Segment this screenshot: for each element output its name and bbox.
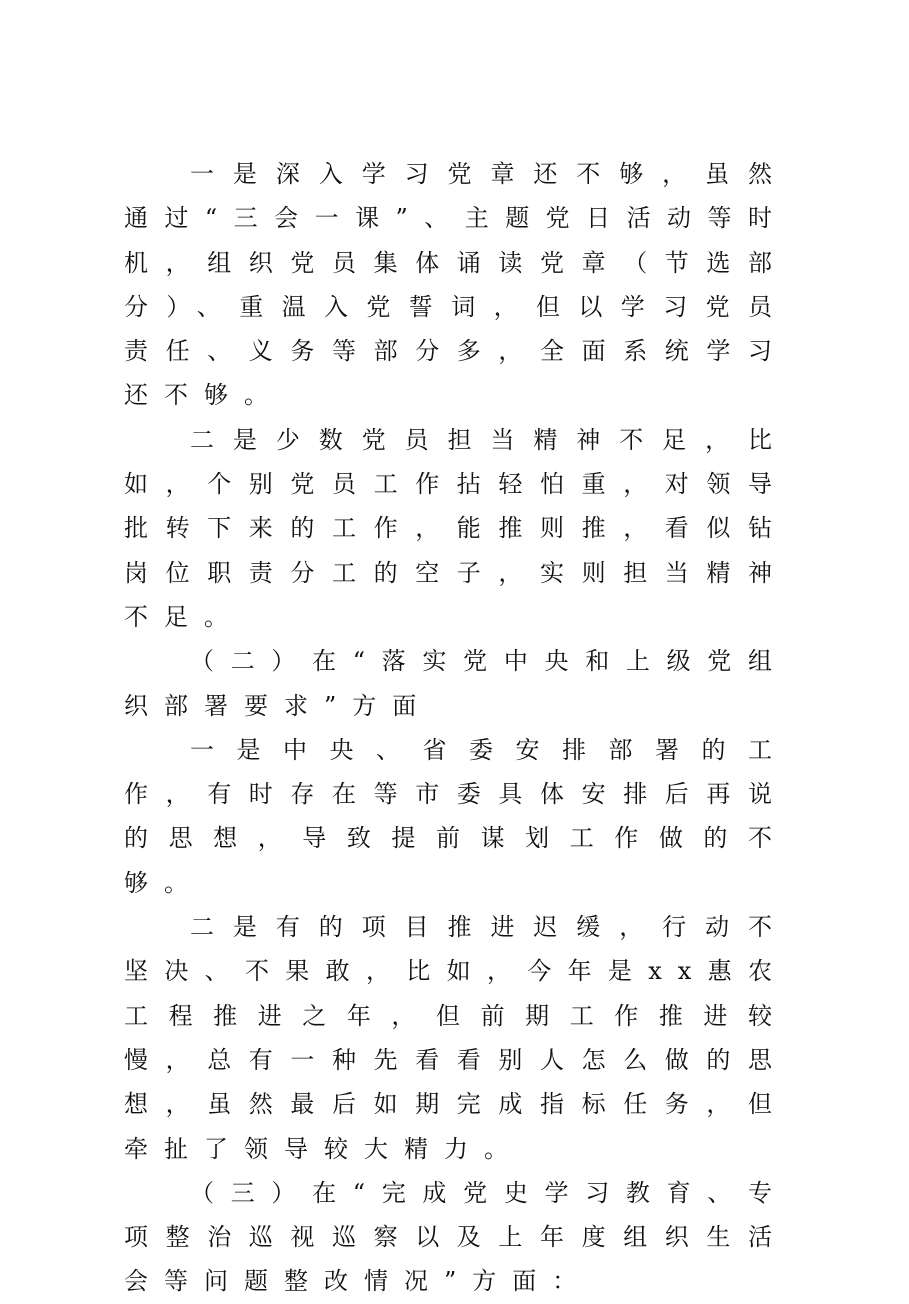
paragraph-responsibility-spirit: 二是少数党员担当精神不足，比如，个别党员工作拈轻怕重，对领导批转下来的工作，能推则推，看似钻岗位职责分工的空子，实则担当精神不足。 [124, 425, 788, 631]
paragraph-study-party-constitution: 一是深入学习党章还不够，虽然通过“三会一课”、主题党日活动等时机，组织党员集体诵读党章（节选部分）、重温入党誓词，但以学习党员责任、义务等部分多，全面系统学习还不够。 [124, 160, 788, 410]
section-heading-2: （二）在“落实党中央和上级党组织部署要求”方面 [124, 647, 788, 720]
paragraph-project-progress: 二是有的项目推进迟缓，行动不坚决、不果敢，比如，今年是xx惠农工程推进之年，但前期工作推进较慢，总有一种先看看别人怎么做的思想，虽然最后如期完成指标任务，但牵扯了领导较大精力。 [124, 913, 788, 1163]
paragraph-central-deployment: 一是中央、省委安排部署的工作，有时存在等市委具体安排后再说的思想，导致提前谋划工作做的不够。 [124, 735, 788, 897]
section-heading-3: （三）在“完成党史学习教育、专项整治巡视巡察以及上年度组织生活会等问题整改情况”方面： [124, 1178, 788, 1296]
document-body [124, 152, 788, 1304]
